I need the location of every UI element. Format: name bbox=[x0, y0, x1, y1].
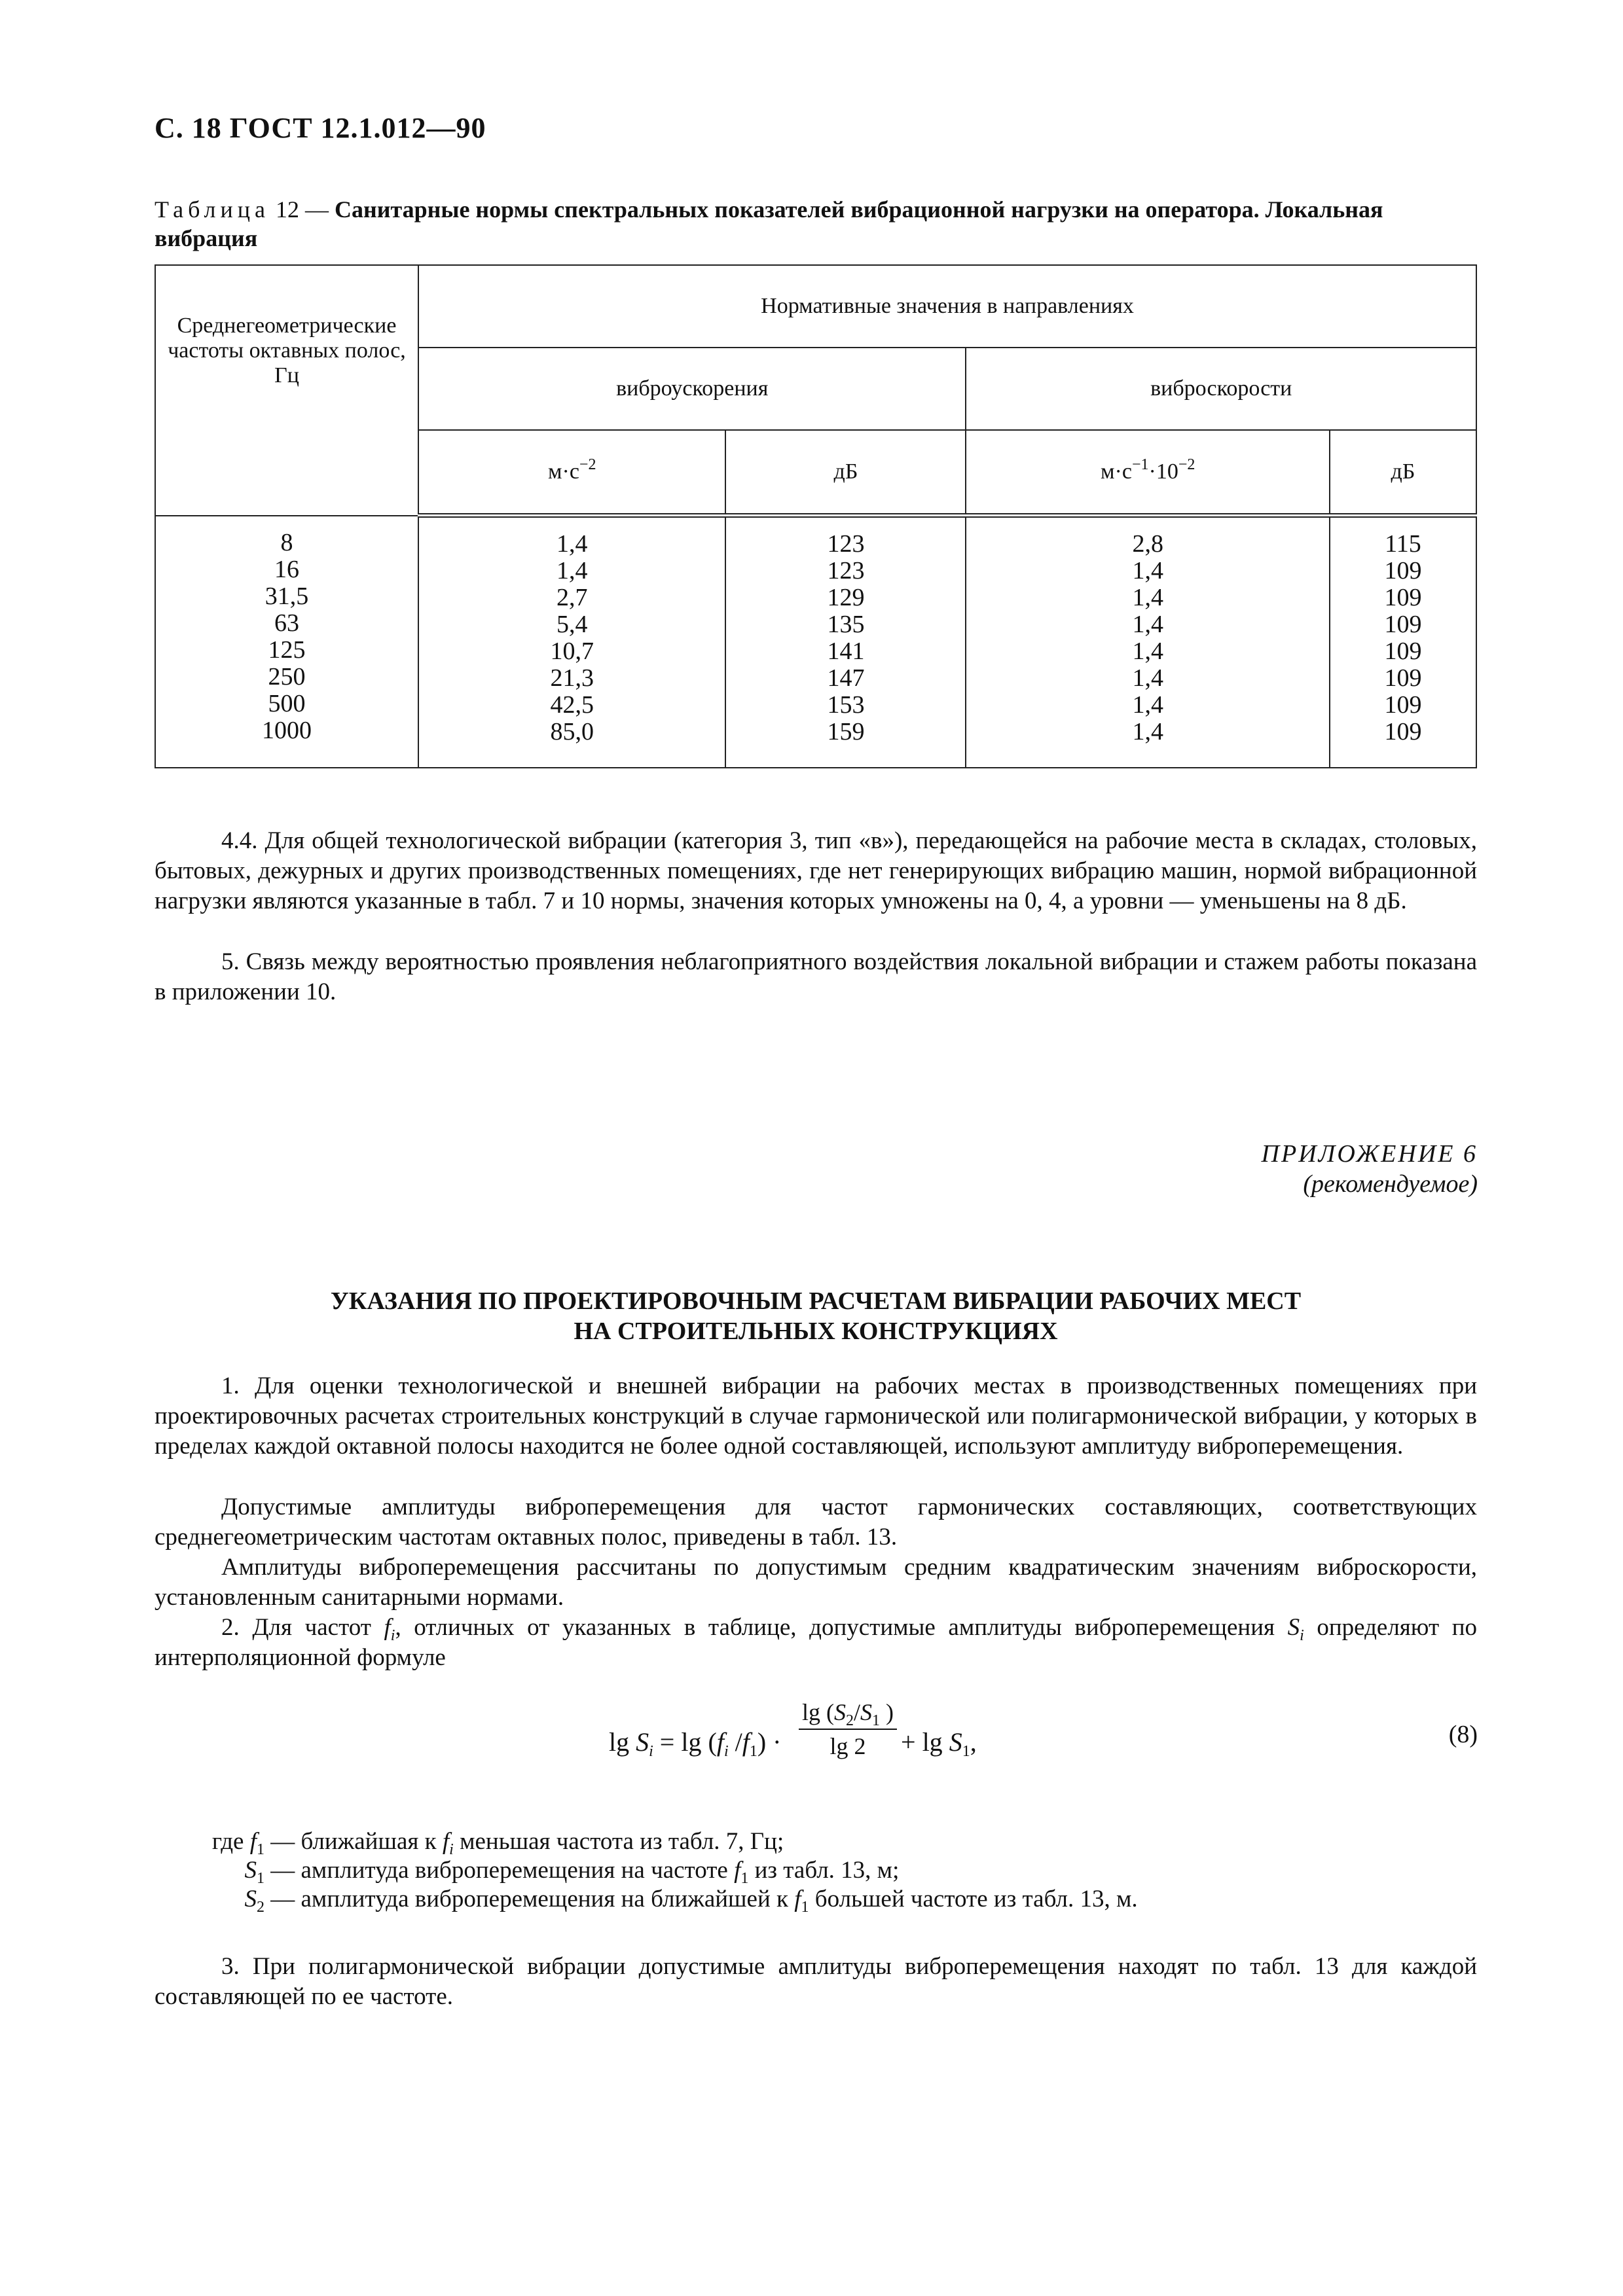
table-cell: 135 bbox=[827, 611, 865, 638]
table-cell: 109 bbox=[1384, 557, 1422, 584]
column-frequencies bbox=[155, 516, 418, 768]
formula-right-side: + $\lg S_1$, bbox=[901, 1727, 977, 1760]
table-cell: 1,4 bbox=[556, 530, 588, 558]
table-cell: 85,0 bbox=[550, 718, 594, 745]
table-cell: 1000 bbox=[262, 716, 312, 744]
table-cell: 2,8 bbox=[1132, 530, 1163, 558]
formula-definitions bbox=[155, 1827, 1138, 1914]
table-cell: 42,5 bbox=[550, 691, 594, 719]
table-cell: 10,7 bbox=[550, 637, 594, 665]
definition-s2: $S_2$ — амплитуда виброперемещения на ближайшей к $f_1$ большей частоте из табл. 13, м. bbox=[244, 1886, 1138, 1916]
table-cell: 31,5 bbox=[264, 582, 309, 610]
definition-f1: где $f_1$ — ближайшая к $f_i$ меньшая частота из табл. 7, Гц; bbox=[211, 1828, 784, 1858]
section-title bbox=[155, 1286, 1477, 1346]
table-cell: 109 bbox=[1384, 584, 1422, 611]
table-cell: 8 bbox=[280, 528, 293, 556]
column-acceleration-values bbox=[418, 516, 725, 768]
table-caption-title: Санитарные нормы спектральных показателей вибрационной нагрузки на оператора. Локальная вибрация bbox=[155, 196, 1383, 251]
table-cell: 63 bbox=[274, 609, 299, 637]
table-cell: 141 bbox=[827, 637, 865, 665]
unit-acceleration: $м\cdot с^{-2}$ bbox=[418, 430, 725, 516]
paragraph-3: 3. При полигармонической вибрации допустимые амплитуды виброперемещения находят по табл. 13 для каждой составляющей по ее частоте. bbox=[155, 1953, 1477, 2010]
column-velocity-db bbox=[1330, 516, 1476, 768]
formula-numerator: $\lg (S_2/S_1$ ) bbox=[799, 1698, 897, 1730]
table-cell: 159 bbox=[827, 718, 865, 745]
interpolation-formula bbox=[609, 1698, 1067, 1777]
table-cell: 1,4 bbox=[1132, 637, 1163, 665]
unit-velocity: $м\cdot с^{-1}\cdot 10^{-2}$ bbox=[966, 430, 1329, 516]
table-cell: 5,4 bbox=[556, 611, 588, 638]
paragraph-2: 2. Для частот $f_i$, отличных от указанных в таблице, допустимые амплитуды виброперемещения $S_i$ определяют по интерполяционной формуле bbox=[155, 1614, 1477, 1671]
table-cell: 1,4 bbox=[1132, 691, 1163, 719]
table-cell: 1,4 bbox=[1132, 584, 1163, 611]
col-header-norms: Нормативные значения в направлениях bbox=[418, 265, 1476, 348]
definition-s1: $S_1$ — амплитуда виброперемещения на частоте $f_1$ из табл. 13, м; bbox=[244, 1857, 900, 1887]
table-cell: 153 bbox=[827, 691, 865, 719]
formula-left-side: $\lg S_i = \lg (f_i$ $/f_1$) · bbox=[609, 1727, 782, 1760]
table-cell: 109 bbox=[1384, 637, 1422, 665]
formula-fraction bbox=[799, 1698, 897, 1760]
table-cell: 16 bbox=[274, 555, 299, 583]
table-cell: 125 bbox=[268, 636, 306, 664]
unit-velocity-db: дБ bbox=[1330, 430, 1476, 516]
appendix-label bbox=[1262, 1139, 1478, 1199]
table-cell: 115 bbox=[1385, 530, 1421, 558]
paragraph-5: 5. Связь между вероятностью проявления неблагоприятного воздействия локальной вибрации и стажем работы показана в приложении 10. bbox=[155, 948, 1477, 1005]
table-cell: 1,4 bbox=[1132, 557, 1163, 584]
table-cell: 1,4 bbox=[1132, 611, 1163, 638]
table-cell: 500 bbox=[268, 689, 306, 717]
vibration-norms-table bbox=[155, 264, 1477, 768]
table-cell: 147 bbox=[827, 664, 865, 692]
table-cell: 2,7 bbox=[556, 584, 588, 611]
table-cell: 123 bbox=[827, 557, 865, 584]
paragraph-1c: Амплитуды виброперемещения рассчитаны по допустимым средним квадратическим значениям виброскорости, установленным санитарными нормами. bbox=[155, 1554, 1477, 1611]
col-header-acceleration: виброускорения bbox=[418, 348, 966, 430]
table-cell: 109 bbox=[1384, 664, 1422, 692]
appendix-note: (рекомендуемое) bbox=[1303, 1170, 1478, 1198]
page-header: С. 18 ГОСТ 12.1.012—90 bbox=[155, 112, 486, 144]
formula-denominator: lg 2 bbox=[830, 1733, 866, 1759]
table-cell: 1,4 bbox=[1132, 718, 1163, 745]
formula-number: (8) bbox=[1448, 1721, 1478, 1748]
table-cell: 109 bbox=[1384, 718, 1422, 745]
table-cell: 1,4 bbox=[556, 557, 588, 584]
table-cell: 109 bbox=[1384, 611, 1422, 638]
appendix-title: ПРИЛОЖЕНИЕ 6 bbox=[1261, 1140, 1478, 1168]
column-acceleration-db bbox=[725, 516, 966, 768]
paragraph-4-4: 4.4. Для общей технологической вибрации (категория 3, тип «в»), передающейся на рабочие места в складах, столовых, бытовых, дежурных и других производственных помещениях, где нет генерирующих вибрацию машин, нормой вибрационной нагрузки являются указанные в табл. 7 и 10 нормы, значения которых умножены на 0, 4, а уровни — уменьшены на 8 дБ. bbox=[155, 827, 1477, 914]
section-title-line-2: НА СТРОИТЕЛЬНЫХ КОНСТРУКЦИЯХ bbox=[574, 1318, 1058, 1345]
column-velocity-values bbox=[966, 516, 1329, 768]
table-cell: 129 bbox=[827, 584, 865, 611]
table-cell: 21,3 bbox=[550, 664, 594, 692]
table-cell: 1,4 bbox=[1132, 664, 1163, 692]
paragraph-1: 1. Для оценки технологической и внешней вибрации на рабочих местах в производственных помещениях при проектировочных расчетах строительных конструкций в случае гармонической или полигармонической вибрации, у которых в пределах каждой октавной полосы находится не более одной составляющей, используют амплитуду виброперемещения. bbox=[155, 1372, 1477, 1460]
table-cell: 250 bbox=[268, 662, 306, 691]
table-caption bbox=[155, 195, 1490, 253]
col-header-frequency: Среднегеометрические частоты октавных полос, Гц bbox=[155, 265, 418, 516]
unit-acceleration-db: дБ bbox=[725, 430, 966, 516]
table-cell: 123 bbox=[827, 530, 865, 558]
table-caption-number: 12 bbox=[275, 196, 299, 223]
table-caption-word: Таблица bbox=[155, 196, 270, 223]
paragraph-1b: Допустимые амплитуды виброперемещения для частот гармонических составляющих, соответствующих среднегеометрическим частотам октавных полос, приведены в табл. 13. bbox=[155, 1494, 1477, 1551]
table-caption-dash: — bbox=[304, 196, 329, 223]
col-header-velocity: виброскорости bbox=[966, 348, 1476, 430]
table-cell: 109 bbox=[1384, 691, 1422, 719]
section-title-line-1: УКАЗАНИЯ ПО ПРОЕКТИРОВОЧНЫМ РАСЧЕТАМ ВИБРАЦИИ РАБОЧИХ МЕСТ bbox=[330, 1287, 1302, 1315]
